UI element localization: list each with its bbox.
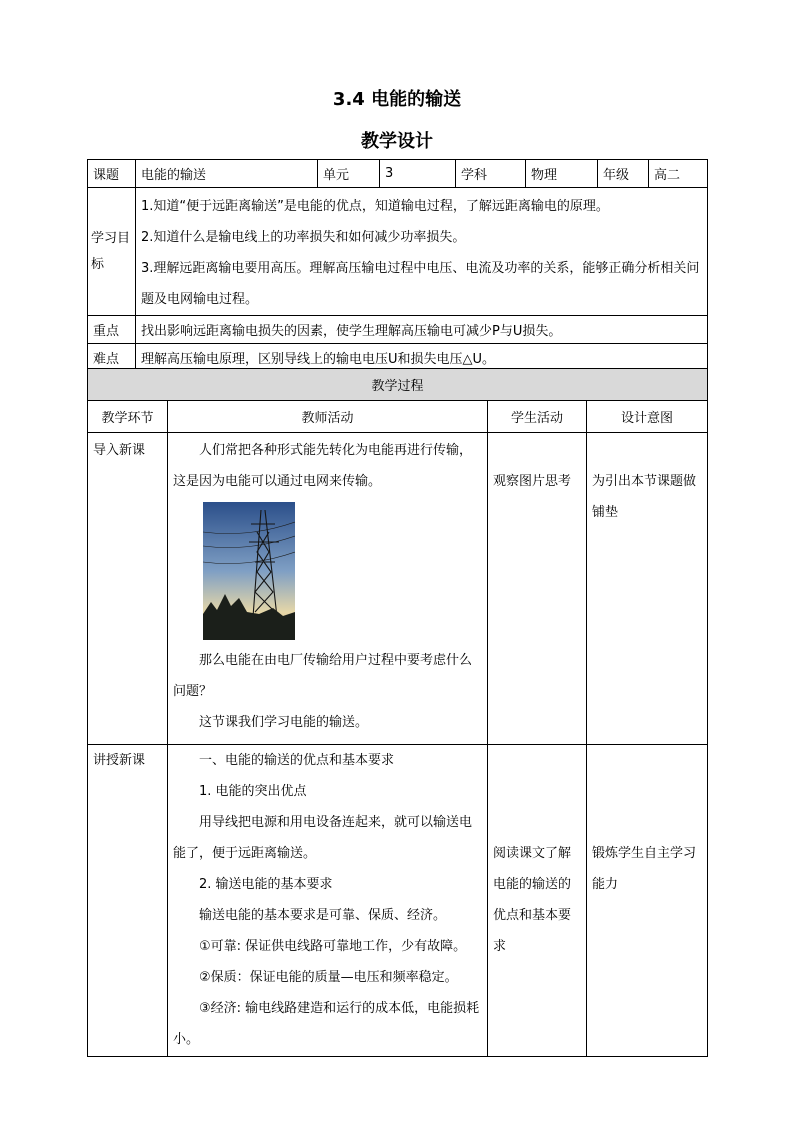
teacher-text: 那么电能在由电厂传输给用户过程中要考虑什么问题？	[173, 653, 473, 699]
power-tower-photo	[203, 502, 295, 640]
key-label: 重点	[88, 316, 136, 344]
teacher-text: 这节课我们学习电能的输送。	[199, 715, 369, 730]
teacher-text: 一、电能的输送的优点和基本要求	[199, 753, 395, 768]
header-teacher: 教师活动	[168, 401, 488, 433]
teacher-text: 输送电能的基本要求是可靠、保质、经济。	[199, 908, 447, 923]
student-new	[488, 745, 587, 1057]
teacher-new	[168, 745, 488, 1057]
intent-text: 为引出本节课题做铺垫	[592, 474, 697, 520]
intent-new	[587, 745, 708, 1057]
key-value: 找出影响远距离输电损失的因素，使学生理解高压输电可减少P与U损失。	[136, 316, 708, 344]
unit-label: 单元	[318, 160, 380, 188]
student-text: 阅读课文了解电能的输送的优点和基本要求	[493, 846, 572, 954]
stage-label: 导入新课	[93, 443, 146, 458]
teacher-text: 人们常把各种形式能先转化为电能再进行传输，这是因为电能可以通过电网来传输。	[173, 443, 473, 489]
intent-text: 锻炼学生自主学习能力	[592, 846, 697, 892]
grade-value: 高二	[649, 160, 708, 188]
header-intent: 设计意图	[587, 401, 708, 433]
teacher-text: ①可靠: 保证供电线路可靠地工作，少有故障。	[199, 939, 467, 954]
goal-item: 2.知道什么是输电线上的功率损失和如何减少功率损失。	[141, 230, 466, 245]
subject-label: 学科	[456, 160, 526, 188]
student-intro	[488, 433, 587, 745]
grade-label: 年级	[598, 160, 649, 188]
teacher-text: 用导线把电源和用电设备连起来，就可以输送电能了，便于远距离输送。	[173, 815, 473, 861]
info-table	[87, 159, 708, 371]
page-subtitle: 教学设计	[361, 131, 433, 152]
header-stage: 教学环节	[88, 401, 168, 433]
unit-value: 3	[380, 160, 456, 188]
header-student: 学生活动	[488, 401, 587, 433]
intent-intro	[587, 433, 708, 745]
teacher-text: 1. 电能的突出优点	[199, 784, 307, 799]
teacher-text: ③经济: 输电线路建造和运行的成本低，电能损耗小。	[173, 1001, 480, 1047]
subject-value: 物理	[526, 160, 598, 188]
page-title: 3.4 电能的输送	[332, 89, 462, 110]
stage-new	[88, 745, 168, 1057]
topic-label: 课题	[88, 160, 136, 188]
student-text: 观察图片思考	[493, 474, 572, 489]
topic-value: 电能的输送	[136, 160, 318, 188]
goal-item: 1.知道“便于远距离输送”是电能的优点，知道输电过程，了解远距离输电的原理。	[141, 199, 609, 214]
teacher-text: 2. 输送电能的基本要求	[199, 877, 333, 892]
difficult-label: 难点	[88, 344, 136, 371]
goals-cell	[136, 188, 708, 316]
stage-intro	[88, 433, 168, 745]
goal-item: 3.理解远距离输电要用高压。理解高压输电过程中电压、电流及功率的关系，能够正确分析相关问题及电网输电过程。	[141, 261, 700, 307]
difficult-value: 理解高压输电原理，区别导线上的输电电压U和损失电压△U。	[136, 344, 708, 371]
teacher-text: ②保质：保证电能的质量—电压和频率稳定。	[199, 970, 458, 985]
process-table	[87, 368, 708, 1057]
teacher-intro	[168, 433, 488, 745]
stage-label: 讲授新课	[93, 753, 146, 768]
section-title: 教学过程	[88, 369, 708, 401]
goals-label: 学习目标	[88, 188, 136, 316]
